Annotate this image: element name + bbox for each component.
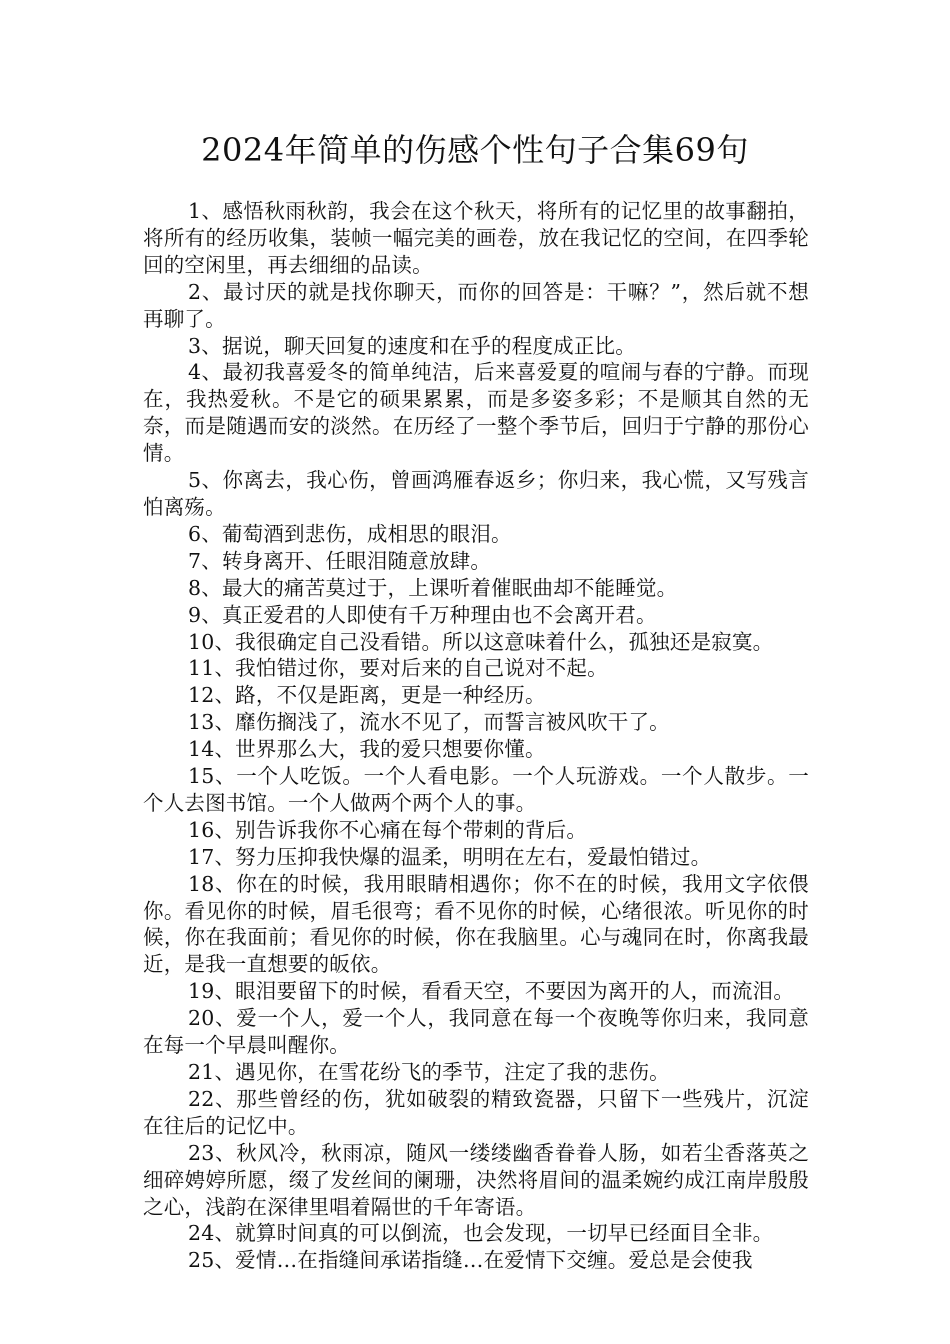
paragraph-10: 10、我很确定自己没看错。所以这意味着什么，孤独还是寂寞。	[188, 629, 774, 654]
document-body	[143, 198, 809, 1274]
paragraph-19: 19、眼泪要留下的时候，看看天空，不要因为离开的人，而流泪。	[188, 979, 795, 1004]
paragraph-20: 20、爱一个人，爱一个人，我同意在每一个夜晚等你归来，我同意在每一个早晨叫醒你。	[143, 1006, 809, 1058]
paragraph-6: 6、葡萄酒到悲伤，成相思的眼泪。	[188, 521, 512, 546]
paragraph-2: 2、最讨厌的就是找你聊天，而你的回答是：干嘛？”，然后就不想再聊了。	[143, 279, 809, 331]
paragraph-18: 18、你在的时候，我用眼睛相遇你；你不在的时候，我用文字依偎你。看见你的时候，眉毛很弯；看不见你的时候，心绪很浓。听见你的时候，你在我面前；看见你的时候，你在我脑里。心与魂同在时，你离我最近，是我一直想要的皈依。	[143, 871, 809, 977]
paragraph-4: 4、最初我喜爱冬的简单纯洁，后来喜爱夏的喧闹与春的宁静。而现在，我热爱秋。不是它的硕果累累，而是多姿多彩；不是顺其自然的无奈，而是随遇而安的淡然。在历经了一整个季节后，回归于宁静的那份心情。	[143, 360, 809, 466]
paragraph-7: 7、转身离开、任眼泪随意放肆。	[188, 548, 492, 573]
paragraph-24: 24、就算时间真的可以倒流，也会发现，一切早已经面目全非。	[188, 1221, 774, 1246]
paragraph-1: 1、感悟秋雨秋韵，我会在这个秋天，将所有的记忆里的故事翻拍，将所有的经历收集，装帧一幅完美的画卷，放在我记忆的空间，在四季轮回的空闲里，再去细细的品读。	[143, 199, 809, 277]
paragraph-22: 22、那些曾经的伤，犹如破裂的精致瓷器，只留下一些残片，沉淀在往后的记忆中。	[143, 1086, 809, 1138]
page-title: 2024年简单的伤感个性句子合集69句	[201, 131, 749, 169]
paragraph-11: 11、我怕错过你，要对后来的自己说对不起。	[188, 656, 608, 681]
paragraph-23: 23、秋风冷，秋雨凉，随风一缕缕幽香眷眷人肠，如若尘香落英之细碎娉婷所愿，缀了发丝间的阑珊，决然将眉间的温柔婉约成江南岸殷殷之心，浅韵在深律里唱着隔世的千年寄语。	[143, 1140, 809, 1219]
paragraph-16: 16、别告诉我你不心痛在每个带刺的背后。	[188, 817, 588, 842]
paragraph-5: 5、你离去，我心伤，曾画鸿雁春返乡；你归来，我心慌，又写残言怕离殇。	[143, 468, 809, 519]
paragraph-3: 3、据说，聊天回复的速度和在乎的程度成正比。	[188, 333, 636, 358]
paragraph-25: 25、爱情…在指缝间承诺指缝…在爱情下交缠。爱总是会使我	[188, 1248, 753, 1273]
paragraph-12: 12、路，不仅是距离，更是一种经历。	[188, 683, 546, 708]
paragraph-14: 14、世界那么大，我的爱只想要你懂。	[188, 737, 546, 762]
paragraph-13: 13、靡伤搁浅了，流水不见了，而誓言被风吹干了。	[188, 710, 670, 735]
paragraph-9: 9、真正爱君的人即使有千万种理由也不会离开君。	[188, 602, 657, 627]
paragraph-15: 15、一个人吃饭。一个人看电影。一个人玩游戏。一个人散步。一个人去图书馆。一个人做两个两个人的事。	[143, 764, 809, 815]
paragraph-8: 8、最大的痛苦莫过于，上课听着催眠曲却不能睡觉。	[188, 575, 678, 600]
paragraph-21: 21、遇见你，在雪花纷飞的季节，注定了我的悲伤。	[188, 1060, 670, 1084]
paragraph-17: 17、努力压抑我快爆的温柔，明明在左右，爱最怕错过。	[188, 844, 712, 869]
